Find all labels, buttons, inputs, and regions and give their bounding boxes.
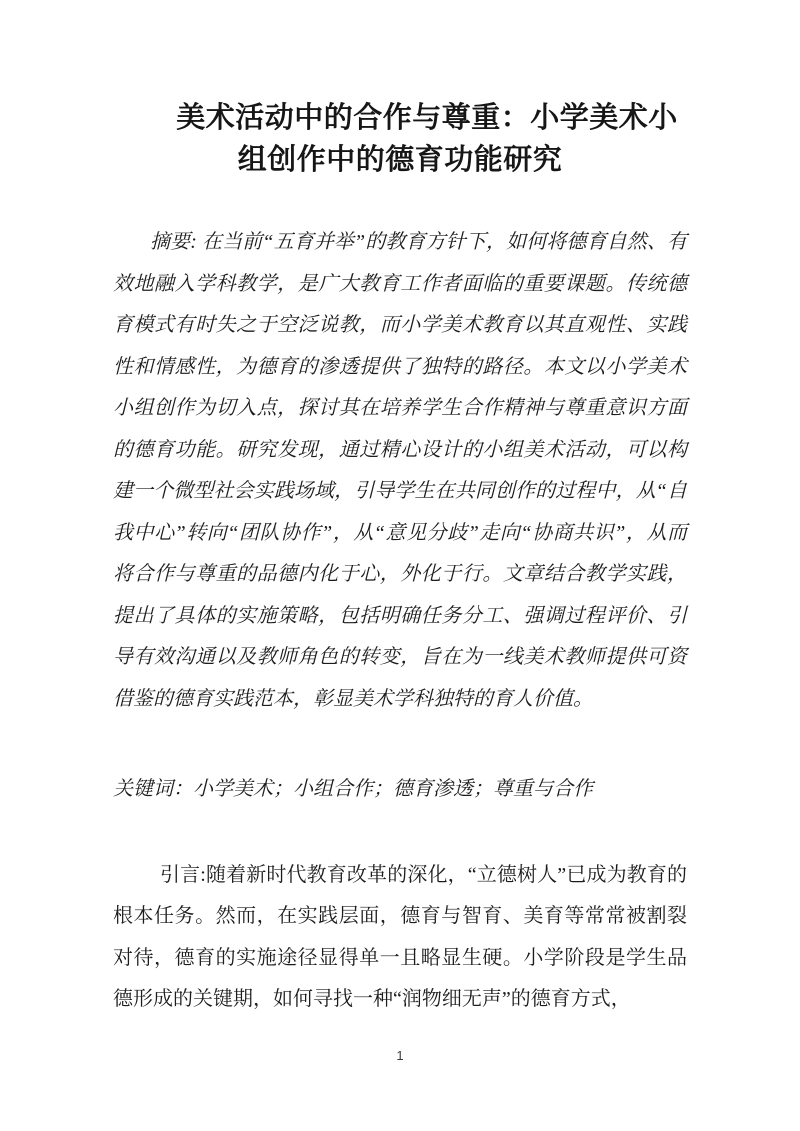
abstract-paragraph: 摘要: 在当前“五育并举”的教育方针下，如何将德育自然、有效地融入学科教学，是广大教育工作者面临的重要课题。传统德育模式有时失之于空泛说教，而小学美术教育以其直观性、实践性和情感性，为德育的渗透提供了独特的路径。本文以小学美术小组创作为切入点，探讨其在培养学生合作精神与尊重意识方面的德育功能。研究发现，通过精心设计的小组美术活动，可以构建一个微型社会实践场域，引导学生在共同创作的过程中，从“自我中心”转向“团队协作”，从“意见分歧”走向“协商共识”，从而将合作与尊重的品德内化于心，外化于行。文章结合教学实践，提出了具体的实施策略，包括明确任务分工、强调过程评价、引导有效沟通以及教师角色的转变，旨在为一线美术教师提供可资借鉴的德育实践范本，彰显美术学科独特的育人价值。 [113, 231, 687, 710]
page-number: 1 [396, 1047, 404, 1063]
title-line-1: 美术活动中的合作与尊重：小学美术小 [176, 102, 678, 134]
introduction-paragraph: 引言:随着新时代教育改革的深化，“立德树人”已成为教育的根本任务。然而，在实践层面，德育与智育、美育等常常被割裂对待，德育的实施途径显得单一且略显生硬。小学阶段是学生品德形成的关键期，如何寻找一种“润物细无声”的德育方式， [113, 863, 687, 1010]
page-title [113, 97, 687, 181]
keywords-line: 关键词：小学美术；小组合作；德育渗透；尊重与合作 [113, 778, 593, 800]
title-line-2: 组创作中的德育功能研究 [237, 144, 563, 176]
